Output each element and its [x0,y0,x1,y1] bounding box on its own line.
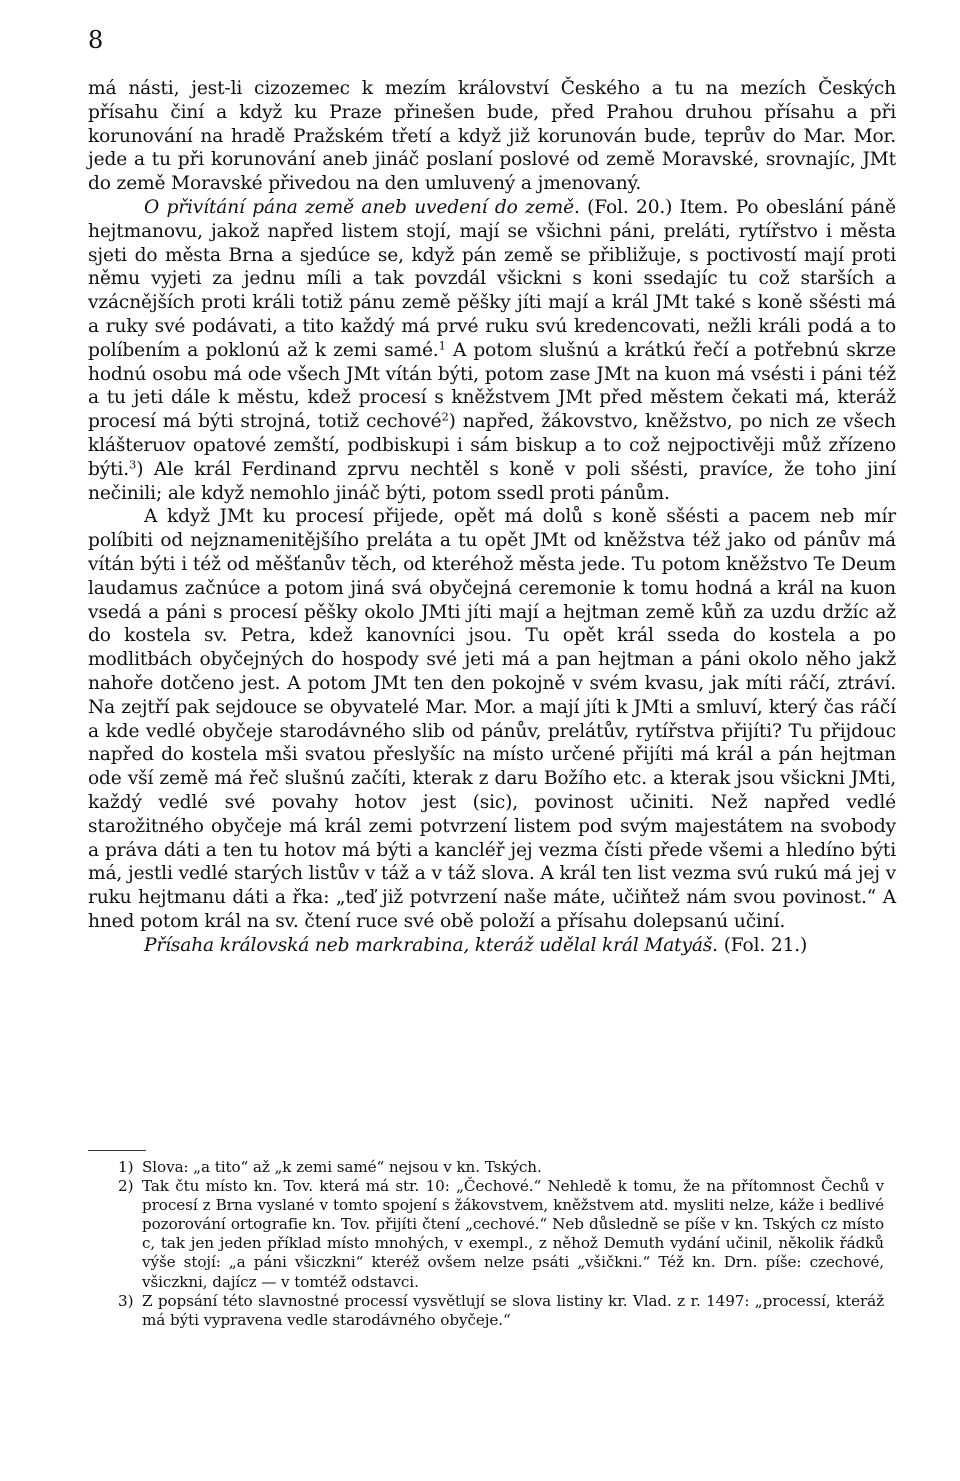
page-number: 8 [88,26,104,54]
footnote-text: Z popsání této slavnostné processí vysvětlují se slova listiny kr. Vlad. z r. 1497: „processí, kteráž má býti vypravena vedle starodávného obyčeje.“ [142,1291,884,1329]
paragraph-3: A když JMt ku procesí přijede, opět má dolů s koně sšésti a pacem neb mír políbiti od nejznamenitějšího preláta a tu opět JMt od kněžstva též jako od pánův má vítán býti i též od měšťanův těch, od kteréhož města jede. Tu potom kněžstvo Te Deum laudamus začnúce a potom jiná svá obyčejná ceremonie k tomu hodná a král na kuon vsedá a páni s procesí pěšky okolo JMti jíti mají a hejtman země kůň za uzdu držíc až do kostela sv. Petra, kdež kanovníci jsou. Tu opět král sseda do kostela a po modlitbách obyčejných do hospody své jeti má a pan hejtman a páni okolo něho jakž nahoře dotčeno jest. A potom JMt ten den pokojně v svém kvasu, jak míti ráčí, ztráví. Na zejtří pak sejdouce se obyvatelé Mar. Mor. a mají jíti k JMti a smluví, který čas ráčí a kde vedlé obyčeje starodávného slib od pánův, prelátův, rytířstva přijíti? Tu přijdouc napřed do kostela mši svatou přeslyšíc na místo určené přijíti má král a pán hejtman ode vší země má řeč slušnú začíti, kterak z daru Božího etc. a kterak jsou všickni JMti, každý vedlé své povahy hotov jest (sic), povinost učiniti. Než napřed vedlé starožitného obyčeje má král zemi potvrzení listem pod svým majestátem na svobody a práva dáti a ten tu hotov má býti a kancléř jej vezma čísti přede všemi a hledíno býti má, jestli vedlé starých listův v táž a v táž slova. A král ten list vezma svú rukú má jej v ruku hejtmanu dáti a řka: „teď již potvrzení naše máte, učiňtež nám svou povinost.“ A hned potom král na sv. čtení ruce své obě položí a přísahu dolepsanú učiní. [88,506,896,932]
footnote-ref-3: 3 [129,457,137,472]
footnote-1 [118,1158,884,1177]
folio-ref: (Fol. 21.) [717,934,808,956]
paragraph-2-text-b: A potom slušnú a krátkú řečí a potřebnú skrze hodnú osobu má ode všech JMt vítán býti, potom zase JMt na kuon má vsésti i páni též a tu jeti dále k městu, kdež procesí s kněžstvem JMt před městem čekati má, kteráž procesí má býti strojná, totiž cechové [88,339,896,433]
footnote-ref-2: 2 [441,409,449,424]
paragraph-4 [88,934,896,958]
main-text [88,77,896,957]
section-heading-welcome: O přivítání pána země aneb uvedení do země. [144,196,580,218]
footnote-divider [88,1150,146,1151]
paragraph-2-text-d: ) Ale král Ferdinand zprvu nechtěl s koně v poli sšésti, pravíce, že toho jiní nečinili; ale když nemohlo jináč býti, potom ssedl proti pánům. [88,458,896,504]
footnote-2 [118,1177,884,1292]
paragraph-2-text-a: (Fol. 20.) Item. Po obeslání páně hejtmanovu, jakož napřed listem stojí, mají se všichni páni, preláti, rytířstvo i města sjeti do města Brna a sjedúce se, když pán země se přibližuje, s poctivostí mají proti němu vyjeti za jednu míli a tak povzdál všickni s koni ssedajíc tu což starších a vzácnějších proti králi totiž pánu země pěšky jíti mají a král JMt také s koně sšésti má a ruky své podávati, a tito každý má prvé ruku svú kredencovati, nežli králi podá a to políbením a poklonú až k zemi samé. [88,196,896,361]
footnote-mark: 3) [118,1291,134,1310]
section-heading-oath: Přísaha královská neb markrabina, kteráž udělal král Matyáš. [144,934,718,956]
paragraph-2 [88,196,896,505]
footnote-ref-1: 1 [438,338,446,353]
footnote-mark: 2) [118,1177,134,1196]
footnote-mark: 1) [118,1158,134,1176]
paragraph-2-text-c: ) napřed, žákovstvo, kněžstvo, po nich ze všech klášteruov opatové zemští, podbiskupi i sám biskup a to což nejpoctivěji můž zřízeno býti. [88,411,896,480]
footnote-text: Slova: „a tito“ až „k zemi samé“ nejsou v kn. Tských. [142,1158,542,1176]
footnote-3 [118,1292,884,1330]
paragraph-1: má násti, jest-li cizozemec k mezím království Českého a tu na mezích Českých přísahu činí a když ku Praze přinešen bude, před Prahou druhou přísahu a při korunování na hradě Pražském třetí a když již korunován bude, teprův do Mar. Mor. jede a tu při korunování aneb jináč poslaní poslové od země Moravské, srovnajíc, JMt do země Moravské přivedou na den umluvený a jmenovaný. [88,78,896,195]
footnote-text: Tak čtu místo kn. Tov. která má str. 10: „Čechové.“ Nehledě k tomu, že na přítomnost Čechů v procesí z Brna vyslané v tomto spojení s žákovstvem, kněžstvem atd. mysliti nelze, káže i bedlivé pozorování ortografie kn. Tov. přijíti čtení „cechové.“ Neb důsledně se píše v kn. Tských cz místo c, tak jen jeden příklad místo mnohých, v exempl., z něhož Demuth vydání učinil, několik řádků výše stojí: „a páni všiczkni“ kteréž ovšem nelze psáti „všičkni.“ Též kn. Drn. píše: czechové, všiczkni, dajícz — v tomtéž odstavci. [142,1177,884,1291]
footnotes [118,1158,884,1330]
